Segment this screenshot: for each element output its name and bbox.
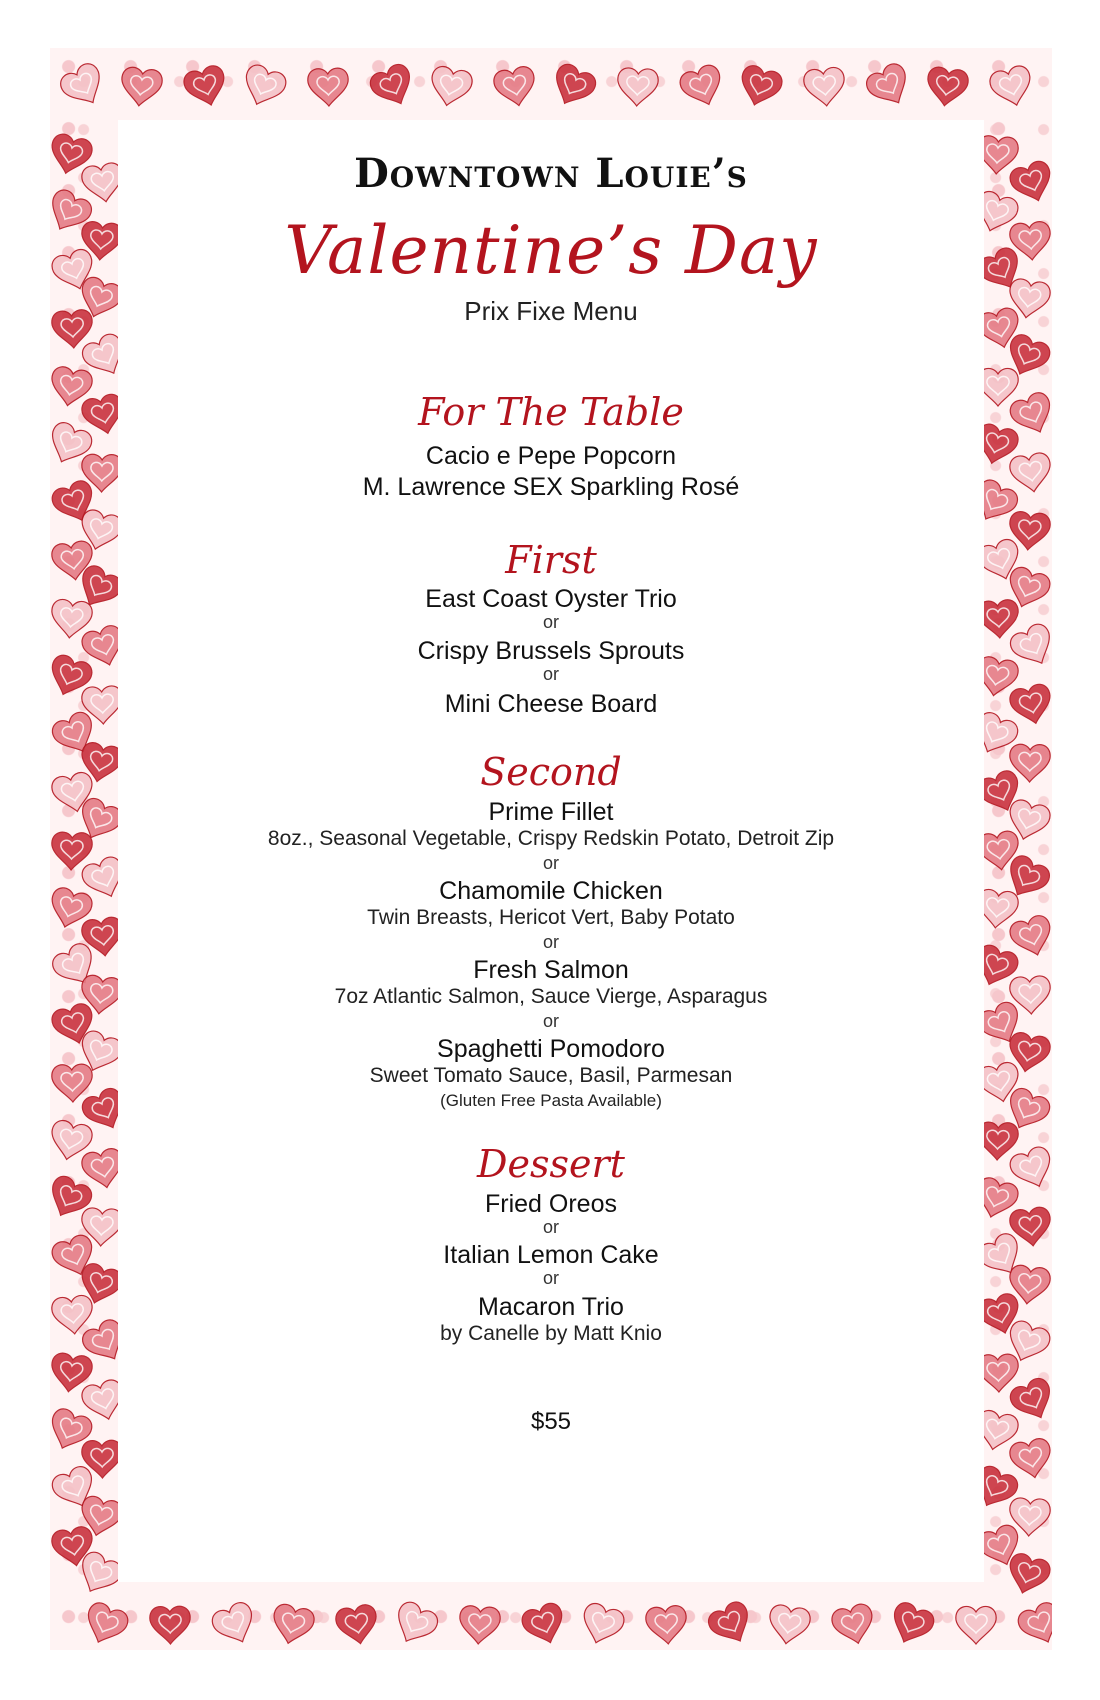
dish-name: Chamomile Chicken bbox=[439, 877, 663, 905]
heart-icon bbox=[645, 1605, 688, 1646]
dish-description: Twin Breasts, Hericot Vert, Baby Potato bbox=[367, 906, 735, 929]
dish-name: M. Lawrence SEX Sparkling Rosé bbox=[362, 473, 740, 501]
heart-icon bbox=[51, 309, 94, 349]
heart-icon bbox=[546, 61, 599, 112]
heart-pattern-border bbox=[50, 48, 1052, 1650]
heart-icon bbox=[577, 1601, 627, 1649]
restaurant-name: Downtown Louie’s bbox=[354, 150, 748, 197]
heart-icon bbox=[766, 1603, 812, 1646]
menu-price: $55 bbox=[530, 1408, 572, 1435]
dish-name: Fresh Salmon bbox=[473, 956, 629, 984]
menu-panel bbox=[118, 120, 984, 1582]
heart-icon bbox=[427, 65, 474, 110]
or-separator: or bbox=[542, 664, 559, 684]
heart-icon bbox=[519, 1601, 569, 1650]
or-separator: or bbox=[542, 612, 559, 632]
section-title-second: Second bbox=[480, 750, 622, 794]
heart-icon bbox=[492, 65, 539, 110]
or-separator: or bbox=[542, 853, 559, 873]
dish-name: Cacio e Pepe Popcorn bbox=[425, 442, 677, 470]
heart-icon bbox=[988, 64, 1037, 111]
heart-icon bbox=[51, 1294, 95, 1336]
heart-icon bbox=[1008, 682, 1052, 728]
dish-description: 8oz., Seasonal Vegetable, Crispy Redskin Potato, Detroit Zip bbox=[267, 827, 835, 850]
dish-note: (Gluten Free Pasta Available) bbox=[440, 1091, 662, 1110]
heart-icon bbox=[1008, 1437, 1052, 1482]
menu-title: Valentine’s Day bbox=[284, 212, 818, 289]
heart-icon bbox=[209, 1599, 261, 1650]
heart-icon bbox=[956, 1606, 996, 1644]
dish-name: Italian Lemon Cake bbox=[443, 1241, 659, 1269]
heart-icon bbox=[307, 68, 349, 107]
heart-icon bbox=[616, 67, 658, 107]
heart-icon bbox=[803, 66, 847, 108]
section-title-for-the-table: For The Table bbox=[418, 390, 684, 434]
heart-icon bbox=[181, 63, 230, 110]
heart-icon bbox=[80, 1600, 131, 1650]
heart-icon bbox=[677, 62, 728, 111]
menu-content bbox=[118, 120, 984, 1582]
heart-icon bbox=[150, 1606, 191, 1644]
dish-name: Macaron Trio bbox=[478, 1293, 624, 1321]
heart-icon bbox=[238, 62, 289, 112]
heart-icon bbox=[705, 1598, 758, 1650]
heart-icon bbox=[51, 1064, 93, 1103]
heart-icon bbox=[334, 1603, 380, 1647]
menu-subtitle: Prix Fixe Menu bbox=[464, 296, 638, 326]
heart-icon bbox=[885, 1599, 937, 1649]
dish-name: East Coast Oyster Trio bbox=[425, 585, 677, 613]
heart-icon bbox=[830, 1602, 878, 1648]
or-separator: or bbox=[542, 932, 559, 952]
heart-icon bbox=[735, 63, 785, 111]
heart-icon bbox=[119, 66, 164, 108]
heart-icon bbox=[51, 832, 93, 871]
or-separator: or bbox=[542, 1268, 559, 1288]
heart-icon bbox=[863, 60, 916, 112]
heart-icon bbox=[458, 1605, 501, 1645]
dish-description: by Canelle by Matt Knio bbox=[440, 1322, 662, 1345]
heart-icon bbox=[388, 1599, 441, 1650]
dish-name: Crispy Brussels Sprouts bbox=[417, 637, 685, 665]
heart-icon bbox=[924, 66, 969, 109]
dish-description: Sweet Tomato Sauce, Basil, Parmesan bbox=[369, 1064, 733, 1087]
dish-description: 7oz Atlantic Salmon, Sauce Vierge, Asparagus bbox=[334, 985, 768, 1008]
dish-name: Mini Cheese Board bbox=[444, 690, 658, 718]
heart-icon bbox=[1015, 1599, 1052, 1649]
or-separator: or bbox=[542, 1011, 559, 1031]
heart-icon bbox=[268, 1602, 316, 1648]
dish-name: Prime Fillet bbox=[488, 798, 614, 826]
heart-icon bbox=[1008, 451, 1052, 494]
or-separator: or bbox=[542, 1217, 559, 1237]
section-title-dessert: Dessert bbox=[477, 1142, 625, 1186]
heart-icon bbox=[367, 61, 419, 112]
dish-name: Spaghetti Pomodoro bbox=[437, 1035, 665, 1063]
heart-icon bbox=[57, 60, 111, 113]
dish-name: Fried Oreos bbox=[485, 1190, 617, 1218]
heart-icon bbox=[1003, 1551, 1052, 1599]
section-title-first: First bbox=[505, 538, 597, 582]
